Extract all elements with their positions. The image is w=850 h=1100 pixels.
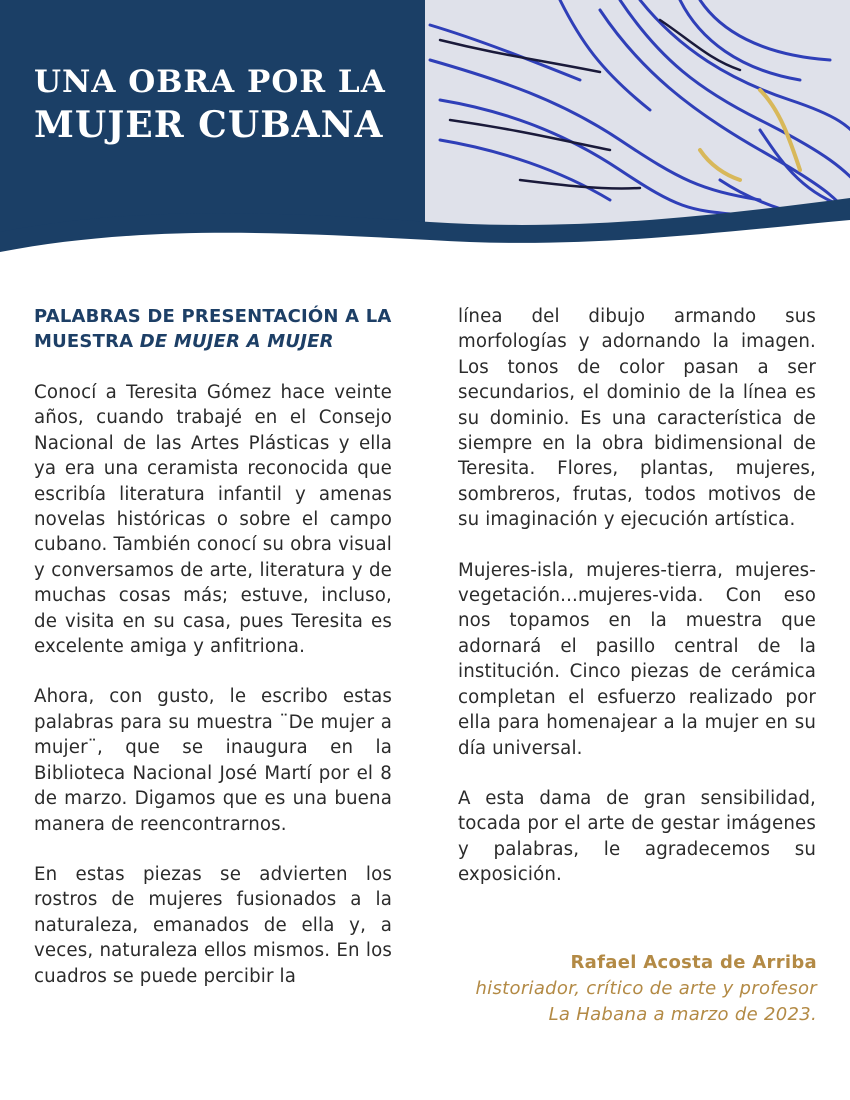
subtitle-exhibition-name: DE MUJER A MUJER bbox=[139, 331, 334, 352]
paragraph: A esta dama de gran sensibilidad, tocada por el arte de gestar imágenes y palabras, le agradecemos su exposición. bbox=[458, 787, 816, 886]
paragraph: Conocí a Teresita Gómez hace veinte años, cuando trabajé en el Consejo Nacional de las Artes Plásticas y ella ya era una ceramista reconocida que escribía literatura infantil y amenas novelas históricas o sobre el campo cubano. También conocí su obra visual y conversamos de arte, literatura y de muchas cosas más; estuve, incluso, de visita en su casa, pues Teresita es excelente amiga y anfitriona. bbox=[34, 382, 392, 658]
paragraph: línea del dibujo armando sus morfologías y adornando la imagen. Los tonos de color pasan a ser secundarios, el dominio de la línea es su dominio. Es una característica de siempre en la obra bidimensional de Teresita. Flores, plantas, mujeres, sombreros, frutas, todos motivos de su imaginación y ejecución artística. bbox=[458, 306, 816, 531]
subtitle-text: PALABRAS DE PRESENTACIÓN A LA MUESTRA bbox=[34, 306, 392, 352]
article-subtitle bbox=[34, 304, 392, 354]
header-banner bbox=[0, 0, 850, 260]
paragraph: Mujeres-isla, mujeres-tierra, mujeres-vegetación...mujeres-vida. Con eso nos topamos en la muestra que adornará el pasillo central de la institución. Cinco piezas de cerámica completan el esfuerzo realizado por ella para homenajear a la mujer en su día universal. bbox=[458, 559, 816, 759]
paragraph: En estas piezas se advierten los rostros de mujeres fusionados a la naturaleza, emanados de ella y, a veces, naturaleza ellos mismos. En los cuadros se puede percibir la bbox=[34, 863, 392, 987]
paragraph: Ahora, con gusto, le escribo estas palabras para su muestra ¨De mujer a mujer¨, que se inaugura en la Biblioteca Nacional José Martí por el 8 de marzo. Digamos que es una buena manera de reencontrarnos. bbox=[34, 686, 392, 835]
place-date: La Habana a marzo de 2023. bbox=[548, 1004, 817, 1025]
left-column bbox=[34, 304, 392, 1014]
author-name: Rafael Acosta de Arriba bbox=[570, 952, 817, 973]
title-line-2: MUJER CUBANA bbox=[34, 104, 384, 146]
right-column bbox=[458, 304, 816, 913]
page-title bbox=[34, 62, 424, 148]
author-role: historiador, crítico de arte y profesor bbox=[475, 978, 817, 999]
title-line-1: UNA OBRA POR LA bbox=[34, 64, 386, 100]
signature-block bbox=[457, 950, 817, 1028]
